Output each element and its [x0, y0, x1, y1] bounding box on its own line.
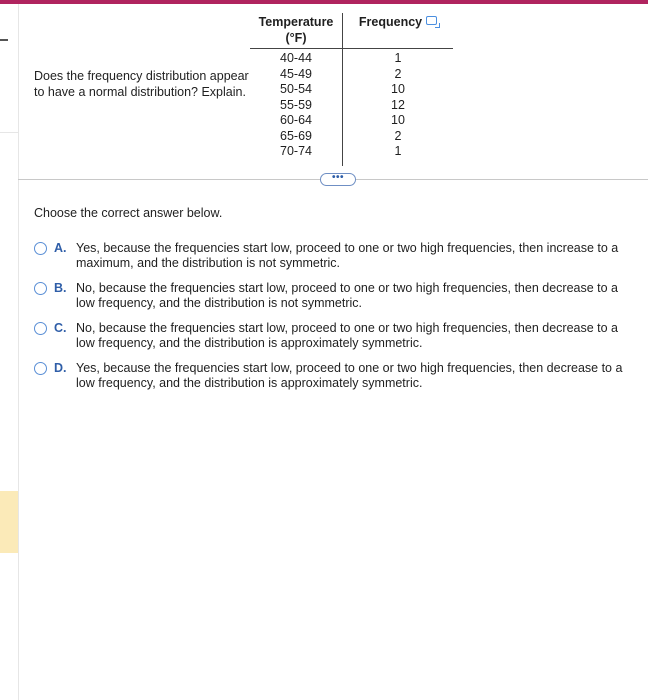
header-temperature-label: Temperature — [258, 15, 334, 29]
option-text: No, because the frequencies start low, proceed to one or two high frequencies, then decrease to a low frequency, and the distribution is not symmetric. — [76, 281, 619, 310]
frequency-cell: 1 — [343, 49, 454, 67]
header-temperature — [250, 13, 343, 49]
range-cell: 40-44 — [280, 51, 312, 65]
option-text: Yes, because the frequencies start low, proceed to one or two high frequencies, then increase to a maximum, and the distribution is not symmetric. — [76, 241, 619, 270]
option-b[interactable] — [34, 281, 624, 311]
frequency-cell: 10 — [343, 82, 454, 98]
option-text: Yes, because the frequencies start low, proceed to one or two high frequencies, then decrease to a low frequency, and the distribution is approximately symmetric. — [76, 361, 623, 390]
frequency-cell: 10 — [343, 113, 454, 129]
option-letter: D. — [54, 361, 67, 375]
header-frequency-label: Frequency — [358, 15, 423, 29]
frequency-cell: 1 — [343, 144, 454, 166]
table-row — [250, 82, 453, 98]
option-text: No, because the frequencies start low, proceed to one or two high frequencies, then decrease to a low frequency, and the distribution is approximately symmetric. — [76, 321, 619, 350]
radio-button-c[interactable] — [34, 322, 47, 335]
question-text: Does the frequency distribution appear to have a normal distribution? Explain. — [34, 69, 249, 99]
range-cell: 45-49 — [280, 66, 312, 81]
range-cell: 65-69 — [280, 128, 312, 143]
header-temperature-unit: (°F) — [285, 31, 307, 45]
left-rail — [0, 4, 19, 700]
top-accent-bar — [0, 0, 648, 4]
collapse-dash-icon[interactable] — [0, 39, 8, 41]
table-row — [250, 129, 453, 145]
answer-options — [34, 241, 624, 401]
table-row — [250, 49, 453, 67]
header-frequency — [343, 13, 454, 49]
copy-icon[interactable] — [426, 16, 437, 25]
table-row — [250, 67, 453, 83]
radio-button-b[interactable] — [34, 282, 47, 295]
table-row — [250, 113, 453, 129]
option-c[interactable] — [34, 321, 624, 351]
frequency-cell: 2 — [343, 67, 454, 83]
table-row — [250, 98, 453, 114]
option-letter: C. — [54, 321, 67, 335]
rail-highlight — [0, 491, 18, 553]
radio-button-a[interactable] — [34, 242, 47, 255]
rail-divider — [0, 132, 18, 133]
option-d[interactable] — [34, 361, 624, 391]
option-a[interactable] — [34, 241, 624, 271]
radio-button-d[interactable] — [34, 362, 47, 375]
more-options-button[interactable]: ••• — [320, 173, 356, 186]
range-cell: 55-59 — [280, 97, 312, 112]
range-cell: 60-64 — [280, 113, 312, 127]
answer-prompt: Choose the correct answer below. — [34, 206, 223, 220]
range-cell: 50-54 — [280, 82, 312, 96]
frequency-cell: 12 — [343, 98, 454, 114]
frequency-cell: 2 — [343, 129, 454, 145]
option-letter: B. — [54, 281, 67, 295]
option-letter: A. — [54, 241, 67, 255]
range-cell: 70-74 — [280, 144, 312, 158]
table-row — [250, 144, 453, 166]
frequency-table — [250, 13, 453, 166]
